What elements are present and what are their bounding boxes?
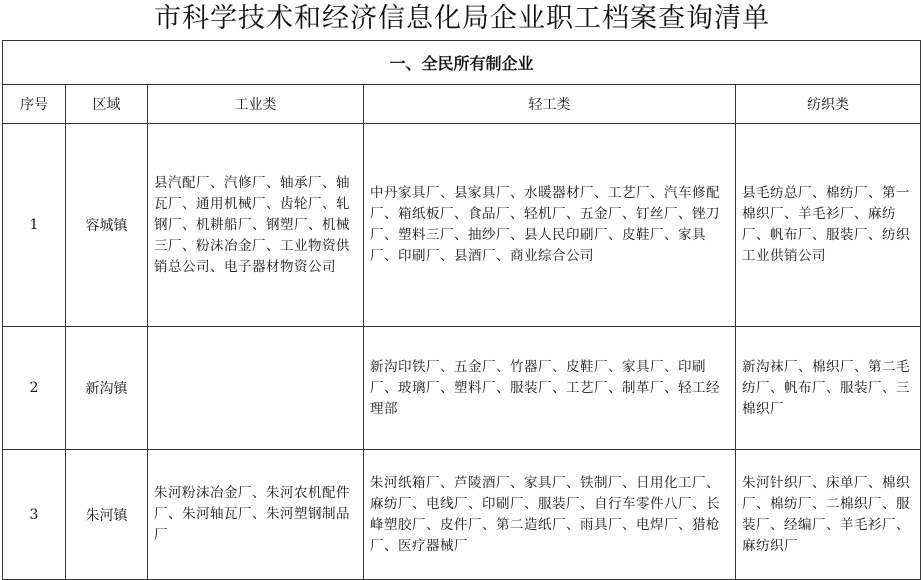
row-index: 3 xyxy=(3,450,66,580)
row-index: 1 xyxy=(3,124,66,327)
row-index: 2 xyxy=(3,327,66,450)
column-header-region: 区域 xyxy=(66,85,148,124)
column-header-light: 轻工类 xyxy=(364,85,736,124)
section-header-row xyxy=(3,41,921,85)
table-row xyxy=(3,450,921,580)
row-region: 容城镇 xyxy=(66,124,148,327)
column-header-textile: 纺织类 xyxy=(736,85,921,124)
row-textile: 新沟袜厂、棉织厂、第二毛纺厂、帆布厂、服装厂、三棉织厂 xyxy=(736,327,921,450)
table-row xyxy=(3,124,921,327)
row-industry xyxy=(148,327,364,450)
row-light: 新沟印铁厂、五金厂、竹器厂、皮鞋厂、家具厂、印刷厂、玻璃厂、塑料厂、服装厂、工艺厂、制革厂、轻工经理部 xyxy=(364,327,736,450)
table-row xyxy=(3,327,921,450)
section-title: 一、全民所有制企业 xyxy=(3,41,921,85)
column-header-industry: 工业类 xyxy=(148,85,364,124)
row-light: 中丹家具厂、县家具厂、水暖器材厂、工艺厂、汽车修配厂、箱纸板厂、食品厂、轻机厂、五金厂、钉丝厂、锉刀厂、塑料三厂、抽纱厂、县人民印刷厂、皮鞋厂、家具厂、印刷厂、县酒厂、商业综合公司 xyxy=(364,124,736,327)
page-title: 市科学技术和经济信息化局企业职工档案查询清单 xyxy=(154,3,770,34)
column-header-row xyxy=(3,85,921,124)
row-industry: 朱河粉沫冶金厂、朱河农机配件厂、朱河轴瓦厂、朱河塑钢制品厂 xyxy=(148,450,364,580)
row-textile: 县毛纺总厂、棉纺厂、第一棉织厂、羊毛衫厂、麻纺厂、帆布厂、服装厂、纺织工业供销公司 xyxy=(736,124,921,327)
archive-table xyxy=(2,40,921,580)
row-light: 朱河纸箱厂、芦陵酒厂、家具厂、铁制厂、日用化工厂、麻纺厂、电线厂、印刷厂、服装厂、自行车零件八厂、长峰塑胶厂、皮件厂、第二造纸厂、雨具厂、电焊厂、猎枪厂、医疗器械厂 xyxy=(364,450,736,580)
row-textile: 朱河针织厂、床单厂、棉织厂、棉纺厂、二棉织厂、服装厂、经编厂、羊毛衫厂、麻纺织厂 xyxy=(736,450,921,580)
row-industry: 县汽配厂、汽修厂、轴承厂、轴瓦厂、通用机械厂、齿轮厂、轧钢厂、机耕船厂、钢塑厂、机械三厂、粉沫冶金厂、工业物资供销总公司、电子器材物资公司 xyxy=(148,124,364,327)
column-header-index: 序号 xyxy=(3,85,66,124)
row-region: 新沟镇 xyxy=(66,327,148,450)
row-region: 朱河镇 xyxy=(66,450,148,580)
